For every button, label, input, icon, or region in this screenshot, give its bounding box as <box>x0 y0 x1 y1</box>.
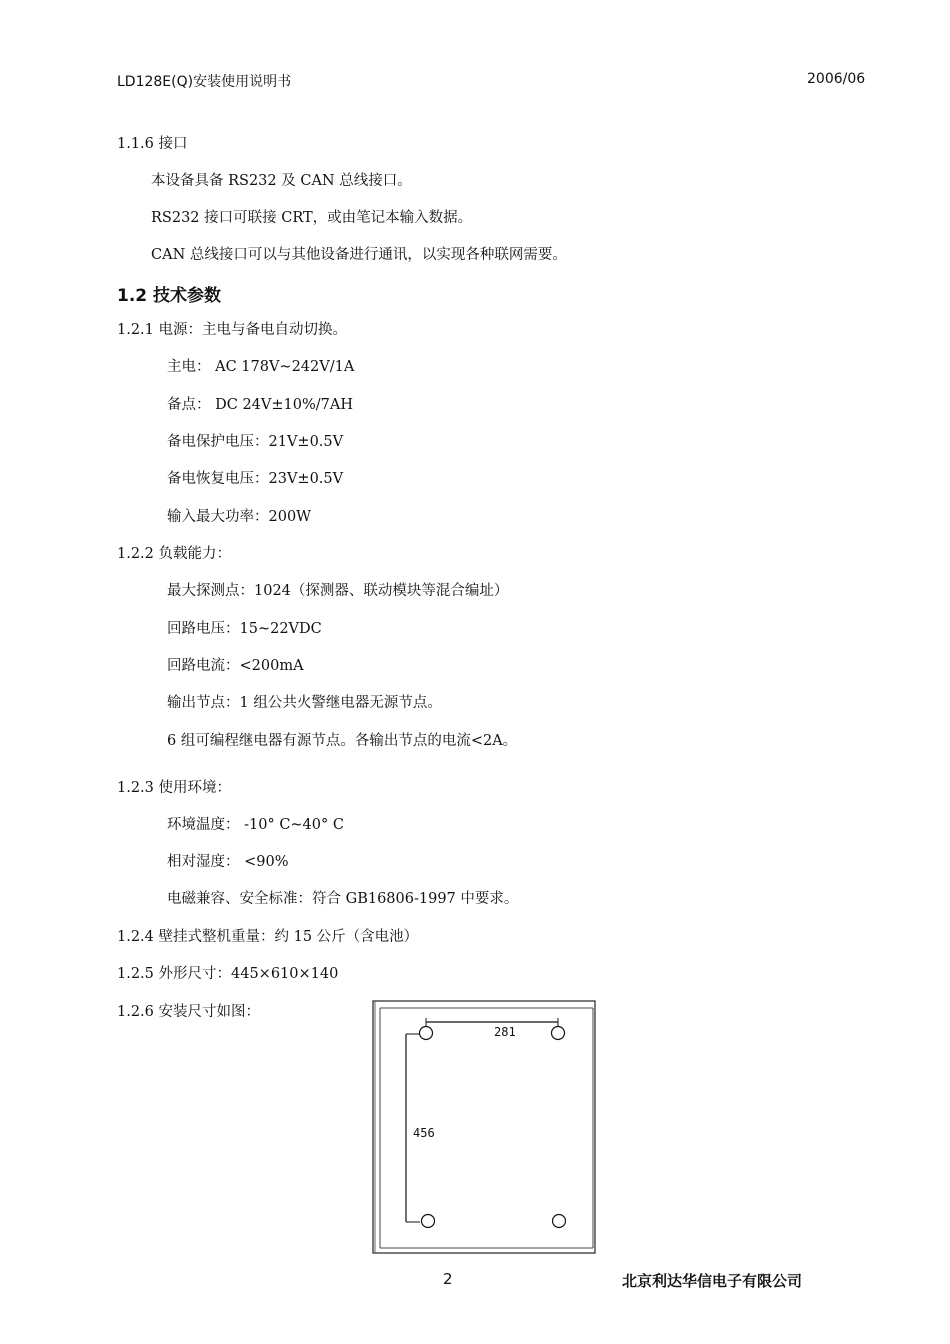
ambient-temperature-line: 环境温度： -10° C~40° C <box>167 817 344 833</box>
programmable-relay-line: 6 组可编程继电器有源节点。各输出节点的电流<2A。 <box>167 733 518 749</box>
section-1-2-1-heading: 1.2.1 电源：主电与备电自动切换。 <box>117 322 348 338</box>
document-date: 2006/06 <box>807 71 866 87</box>
interface-line-1: 本设备具备 RS232 及 CAN 总线接口。 <box>151 173 412 189</box>
section-1-2-5-dimensions: 1.2.5 外形尺寸：445×610×140 <box>117 966 339 982</box>
max-input-power-line: 输入最大功率：200W <box>167 509 312 525</box>
loop-current-line: 回路电流：<200mA <box>167 658 304 674</box>
company-name: 北京利达华信电子有限公司 <box>622 1272 803 1290</box>
section-1-2-heading: 1.2 技术参数 <box>117 286 222 306</box>
backup-protect-voltage-line: 备电保护电压：21V±0.5V <box>167 434 344 450</box>
mounting-dimension-drawing <box>372 1000 596 1254</box>
section-1-2-4-weight: 1.2.4 壁挂式整机重量：约 15 公斤（含电池） <box>117 929 419 945</box>
power-main-line: 主电： AC 178V~242V/1A <box>167 359 355 375</box>
horizontal-dimension-label: 281 <box>494 1025 516 1039</box>
page-number: 2 <box>443 1270 453 1288</box>
output-node-line: 输出节点：1 组公共火警继电器无源节点。 <box>167 695 442 711</box>
relative-humidity-line: 相对湿度： <90% <box>167 854 289 870</box>
interface-line-2: RS232 接口可联接 CRT，或由笔记本输入数据。 <box>151 210 473 226</box>
loop-voltage-line: 回路电压：15~22VDC <box>167 621 322 637</box>
emc-standard-line: 电磁兼容、安全标准：符合 GB16806-1997 中要求。 <box>167 891 519 907</box>
vertical-dimension-label: 456 <box>413 1126 435 1140</box>
section-1-2-2-heading: 1.2.2 负载能力： <box>117 546 232 562</box>
interface-line-3: CAN 总线接口可以与其他设备进行通讯，以实现各种联网需要。 <box>151 247 567 263</box>
max-detection-points-line: 最大探测点：1024（探测器、联动模块等混合编址） <box>167 583 509 599</box>
section-1-2-3-heading: 1.2.3 使用环境： <box>117 780 232 796</box>
section-1-2-6-heading: 1.2.6 安装尺寸如图： <box>117 1004 261 1020</box>
section-1-1-6-heading: 1.1.6 接口 <box>117 136 188 152</box>
document-title: LD128E(Q)安装使用说明书 <box>117 74 292 90</box>
power-backup-line: 备点： DC 24V±10%/7AH <box>167 397 353 413</box>
backup-restore-voltage-line: 备电恢复电压：23V±0.5V <box>167 471 344 487</box>
